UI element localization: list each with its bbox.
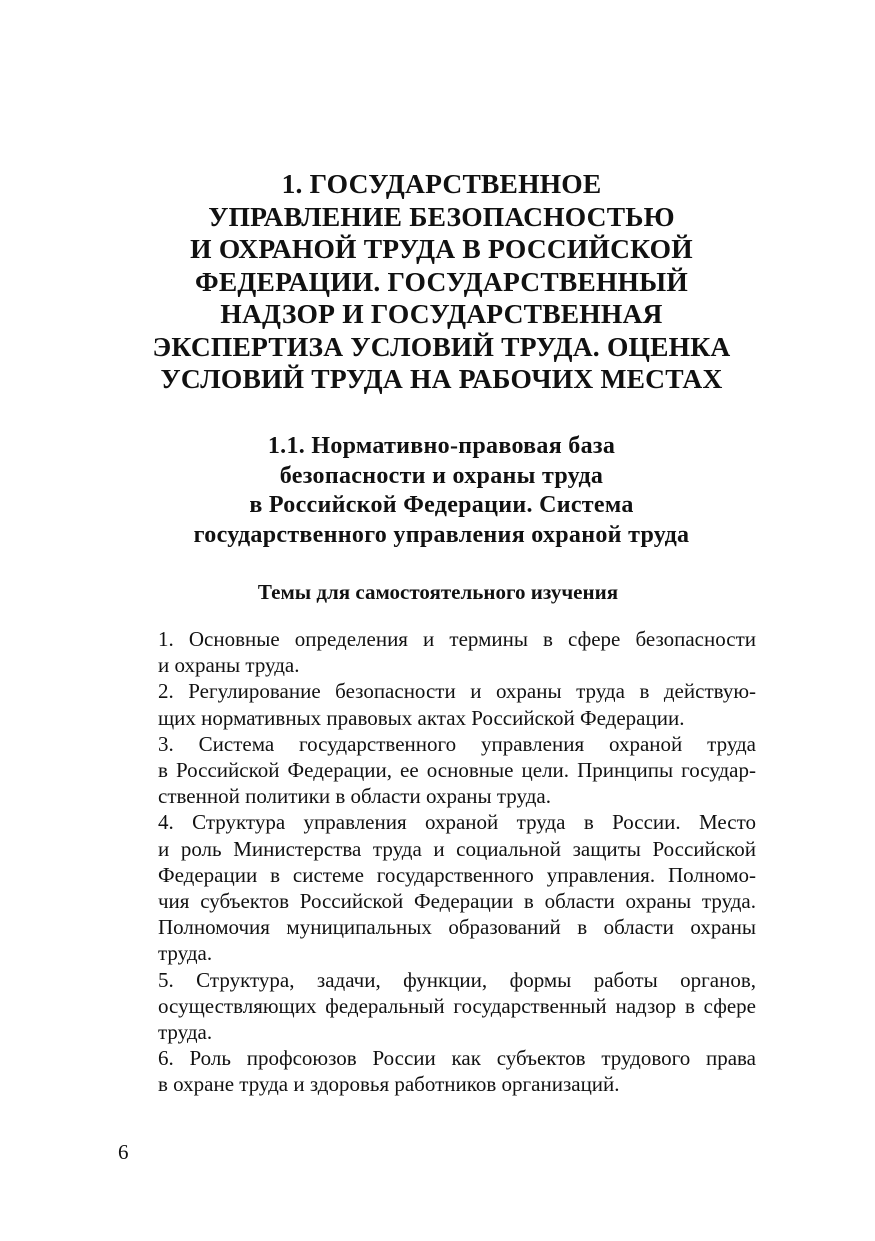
topic-item [118,678,756,730]
topic-item [118,731,756,810]
topic-line: 6. Роль профсоюзов России как субъектов трудового права [158,1046,756,1071]
topic-line: осуществляющих федеральный государственный надзор в сфере [158,993,756,1018]
section-title [110,432,773,550]
chapter-title-line: 1. ГОСУДАРСТВЕННОЕ [281,168,602,199]
topic-line: труда. [158,941,213,966]
chapter-title-line: ФЕДЕРАЦИИ. ГОСУДАРСТВЕННЫЙ [195,265,688,297]
topic-item [118,626,756,678]
topic-line: 4. Структура управления охраной труда в России. Место [158,810,756,835]
topic-line: труда. [158,1020,213,1045]
topic-line: Полномочия муниципальных образований в области охраны [158,915,756,940]
topics-list [118,626,756,1098]
topic-line: 5. Структура, задачи, функции, формы работы органов, [158,967,756,992]
topic-item [118,809,756,966]
chapter-title-line: УПРАВЛЕНИЕ БЕЗОПАСНОСТЬЮ [208,200,675,232]
topic-line: 1. Основные определения и термины в сфере безопасности [158,627,756,651]
topic-line: в Российской Федерации, ее основные цели. Принципы государ- [158,758,756,783]
section-title-line: государственного управления охраной труда [193,521,690,548]
topic-line: Федерации в системе государственного управления. Полномо- [158,862,756,887]
chapter-title-line: И ОХРАНОЙ ТРУДА В РОССИЙСКОЙ [190,233,693,264]
topic-line: ственной политики в области охраны труда. [158,784,551,809]
topic-line: чия субъектов Российской Федерации в области охраны труда. [158,889,756,914]
section-title-line: в Российской Федерации. Система [249,492,634,518]
topic-item [118,967,756,1046]
chapter-title-line: ЭКСПЕРТИЗА УСЛОВИЙ ТРУДА. ОЦЕНКА [152,330,731,362]
section-title-line: 1.1. Нормативно-правовая база [267,433,616,459]
topic-line: в охране труда и здоровья работников организаций. [158,1072,620,1097]
chapter-title-line: УСЛОВИЙ ТРУДА НА РАБОЧИХ МЕСТАХ [160,363,723,394]
topic-line: и роль Министерства труда и социальной защиты Российской [158,836,756,861]
topic-line: 2. Регулирование безопасности и охраны труда в действую- [158,679,756,704]
chapter-title-line: НАДЗОР И ГОСУДАРСТВЕННАЯ [220,298,663,329]
topic-line: 3. Система государственного управления охраной труда [158,731,756,756]
topic-line: щих нормативных правовых актах Российской Федерации. [158,705,685,730]
section-title-line: безопасности и охраны труда [279,462,604,489]
chapter-title [100,168,783,396]
topics-heading: Темы для самостоятельного изучения [257,580,619,604]
topic-item [118,1045,756,1097]
page-number: 6 [118,1140,129,1164]
topic-line: и охраны труда. [158,653,300,678]
